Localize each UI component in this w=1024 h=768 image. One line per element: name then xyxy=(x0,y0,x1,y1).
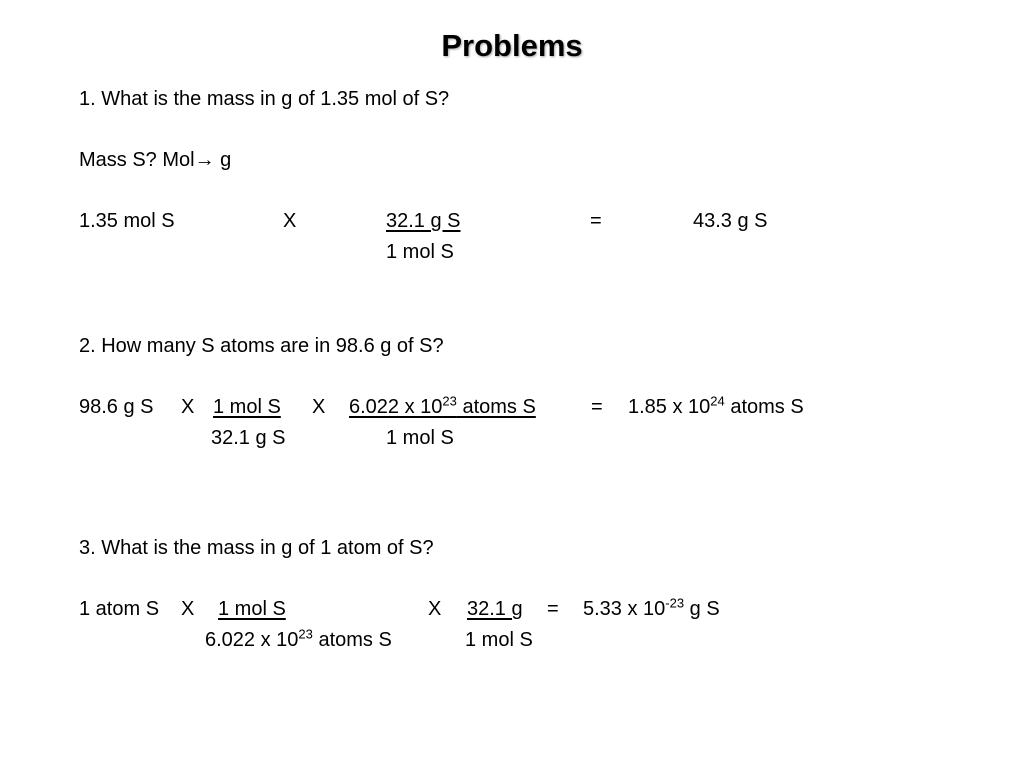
problem-3-times-2: X xyxy=(428,598,442,620)
problem-2-factor-2-num-mantissa: 6.022 x 10 xyxy=(349,396,443,418)
problem-3-factor-1-den-mantissa: 6.022 x 10 xyxy=(205,629,299,651)
problem-3-answer-mantissa: 5.33 x 10 xyxy=(583,598,666,620)
problem-3-times-1: X xyxy=(181,598,195,620)
problem-2-answer-mantissa: 1.85 x 10 xyxy=(628,396,711,418)
problem-2-times-2: X xyxy=(312,396,326,418)
problem-3-factor-2-denominator: 1 mol S xyxy=(465,629,533,651)
problem-3-question: 3. What is the mass in g of 1 atom of S? xyxy=(79,537,434,559)
problem-1-given: 1.35 mol S xyxy=(79,210,175,232)
problem-2-answer-exponent: 24 xyxy=(710,393,725,409)
problem-2-factor-2-num-unit: atoms S xyxy=(456,396,536,418)
problem-2-equals: = xyxy=(591,396,603,418)
problem-1-setup-unit: g xyxy=(214,149,232,171)
problem-1-factor-numerator: 32.1 g S xyxy=(386,210,461,232)
problem-2-factor-1-numerator: 1 mol S xyxy=(213,396,281,418)
problem-2-factor-2-numerator xyxy=(349,395,536,419)
problem-2-times-1: X xyxy=(181,396,195,418)
problem-2-factor-2-denominator: 1 mol S xyxy=(386,427,454,449)
problem-2-answer-unit: atoms S xyxy=(724,396,804,418)
problem-3-answer-exponent: -23 xyxy=(665,595,685,611)
problem-2-factor-1-denominator: 32.1 g S xyxy=(211,427,286,449)
arrow-right-icon: → xyxy=(194,149,215,171)
problem-1-answer: 43.3 g S xyxy=(693,210,768,232)
problem-1-setup xyxy=(79,148,231,172)
problem-2-given: 98.6 g S xyxy=(79,396,154,418)
problem-3-factor-1-numerator: 1 mol S xyxy=(218,598,286,620)
problem-3-answer-unit: g S xyxy=(684,598,720,620)
problem-1-factor-denominator: 1 mol S xyxy=(386,241,454,263)
problem-1-question: 1. What is the mass in g of 1.35 mol of S? xyxy=(79,88,450,110)
problem-3-factor-1-denominator xyxy=(205,628,392,652)
problem-3-equals: = xyxy=(547,598,559,620)
problem-1-setup-label: Mass S? Mol xyxy=(79,149,195,171)
problem-2-factor-2-num-exponent: 23 xyxy=(442,393,457,409)
problem-3-answer xyxy=(583,597,720,621)
problem-3-factor-2-numerator: 32.1 g xyxy=(467,598,523,620)
problem-3-factor-1-den-unit: atoms S xyxy=(312,629,392,651)
problem-3-given: 1 atom S xyxy=(79,598,160,620)
problem-1-equals: = xyxy=(590,210,602,232)
problem-1-times: X xyxy=(283,210,297,232)
slide-title: Problems xyxy=(441,28,583,63)
problem-3-factor-1-den-exponent: 23 xyxy=(298,626,313,642)
problem-2-question: 2. How many S atoms are in 98.6 g of S? xyxy=(79,335,444,357)
problem-2-answer xyxy=(628,395,804,419)
